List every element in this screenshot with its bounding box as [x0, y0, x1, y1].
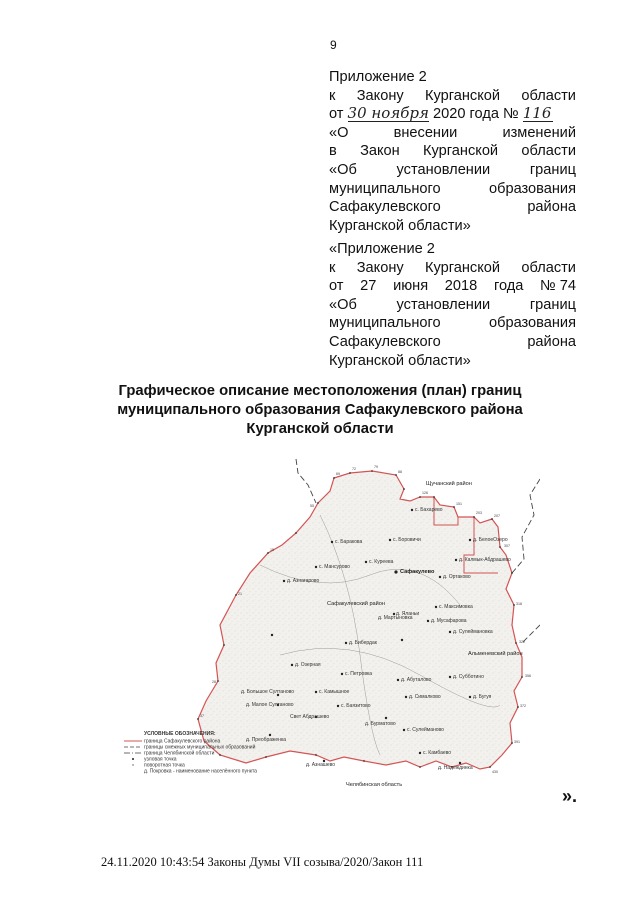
label-kalmyk: д. Калмык-Абдрашево [459, 557, 511, 563]
svg-text:79: 79 [374, 465, 378, 469]
label-aznagarovo: д. Азнагарово [287, 578, 320, 584]
label-simalkovo: д. Сималково [409, 694, 441, 700]
label-subbotino: д. Субботино [453, 674, 484, 680]
label-preobrazhenka: д. Преображенка [246, 737, 287, 743]
neighbor-north-label: Щучанский район [426, 481, 472, 487]
closing-quote: ». [562, 786, 578, 806]
label-bayazitovo: с. Баязитово [341, 703, 371, 709]
page-number: 9 [330, 38, 337, 52]
label-svet-abdrashevo: Свет Абдрашево [290, 714, 330, 720]
title-line-3: Курганской области [246, 421, 394, 437]
label-bakharevo: с. Бахарево [415, 507, 443, 513]
label-petrovka: с. Петровка [345, 671, 373, 677]
legend-title: УСЛОВНЫЕ ОБОЗНАЧЕНИЯ: [144, 731, 216, 737]
svg-text:15: 15 [270, 548, 274, 552]
neighbor-border-north [296, 459, 316, 503]
svg-text:55: 55 [310, 504, 314, 508]
label-buguya: д. Бугуя [473, 694, 492, 700]
label-maksimovka: с. Максимовка [439, 604, 473, 610]
label-ozernaya: д. Озерная [295, 662, 321, 668]
svg-text:21: 21 [238, 592, 242, 596]
title-line-1: Графическое описание местоположения (план) границ [118, 383, 522, 399]
label-beloeozero: д. БелоеОзеро [473, 537, 508, 543]
label-aznashevo: д. Азнашево [306, 762, 336, 768]
label-safakulevo: Сафакулево [400, 569, 435, 575]
neighbor-south-label: Челябинская область [346, 782, 403, 788]
svg-text:307: 307 [504, 544, 510, 548]
svg-text:37: 37 [200, 714, 204, 718]
legend-item-5: поворотная точка [144, 762, 185, 769]
handwritten-date: 30 ноября [347, 104, 429, 123]
label-nadezhdinka: д. Надеждинка [438, 765, 473, 771]
svg-text:72: 72 [352, 467, 356, 471]
label-suleimanovo: с. Сулейманово [407, 727, 444, 733]
appendix-date-line: от 30 ноября 2020 года № 116 [329, 104, 552, 123]
appendix-header: Приложение 2 к Закону Курганской области от 30 ноября 2020 года № 116 «О внесении изменений в Закон Курганской области «Об установлении границ муниципального образования Сафакулевского района Курганской области» [329, 69, 576, 234]
label-barakova: с. Баракова [335, 539, 363, 545]
district-map [120, 455, 540, 790]
title-line-2: муниципального образования Сафакулевского района [117, 402, 523, 418]
label-yalani: д. Яланьи [396, 611, 420, 617]
legend-item-4: узловая точка [144, 756, 177, 763]
label-musafarova: д. Мусафарова [431, 618, 467, 624]
label-abutalovo: д. Абуталово [401, 677, 432, 683]
neighbor-east-label: Альменевский район [468, 651, 523, 657]
svg-text:391: 391 [514, 740, 520, 744]
original-appendix: «Приложение 2 к Закону Курганской области от 27 июня 2018 года № 74 «Об установлении границ муниципального образования Сафакулевского района Курганской области» [329, 241, 576, 369]
label-mansurovo: с. Мансурово [319, 564, 350, 570]
label-maloe-sultanovo: д. Малое Султаново [246, 702, 294, 708]
svg-text:430: 430 [492, 770, 498, 774]
label-bolshoe-sultanovo: д. Большое Султаново [241, 689, 294, 695]
appendix-title: Приложение 2 [329, 69, 427, 85]
label-burmatovo: д. Бурматово [365, 721, 396, 727]
svg-text:356: 356 [525, 674, 531, 678]
label-kureeva: с. Куреева [369, 559, 394, 565]
svg-text:28: 28 [212, 680, 216, 684]
label-biberdak: д. Бибердак [349, 640, 377, 646]
svg-text:322: 322 [519, 640, 525, 644]
svg-text:203: 203 [476, 511, 482, 515]
legend-item-2: границы смежных муниципальных образований [144, 744, 256, 751]
label-borovichi: с. Боровичи [393, 537, 421, 543]
svg-text:372: 372 [520, 704, 526, 708]
label-suleimanovka: д. Сулеймановка [453, 629, 493, 635]
document-title [90, 382, 550, 439]
svg-text:69: 69 [336, 472, 340, 476]
district-label: Сафакулевский район [327, 601, 385, 607]
handwritten-number: 116 [522, 104, 552, 123]
appendix-line2: к Закону Курганской области [329, 87, 576, 104]
label-martynovka: д. Мартыновка [378, 615, 413, 621]
label-kamyshnoe: с. Камышное [319, 689, 350, 695]
svg-text:126: 126 [422, 491, 428, 495]
legend-item-6: д. Покровка - наименование населённого пункта [144, 768, 257, 775]
legend-item-1: граница Сафакулевского района [144, 738, 221, 745]
legend-item-3: граница Челябинской области [144, 750, 215, 757]
svg-text:207: 207 [494, 514, 500, 518]
label-kambaevo: с. Камбаево [423, 750, 452, 756]
neighbor-border-east [512, 479, 540, 573]
svg-text:88: 88 [398, 470, 402, 474]
svg-text:318: 318 [516, 602, 522, 606]
label-ortakovo: д. Ортаково [443, 574, 471, 580]
footer-stamp: 24.11.2020 10:43:54 Законы Думы VII созыва/2020/Закон 111 [101, 855, 424, 869]
district-area [198, 471, 522, 769]
svg-text:151: 151 [456, 502, 462, 506]
